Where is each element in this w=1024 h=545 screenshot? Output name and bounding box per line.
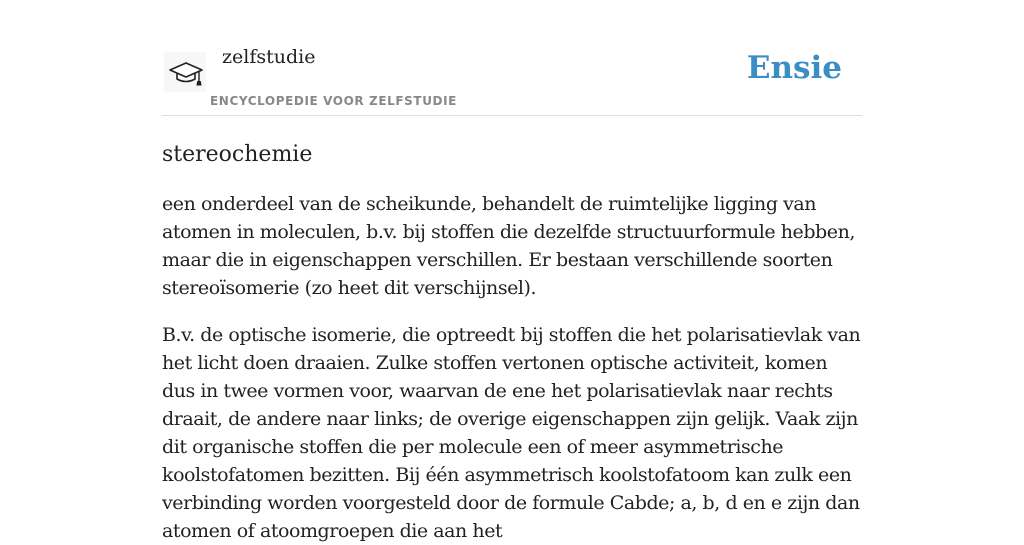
site-name-link[interactable]: zelfstudie <box>222 46 316 68</box>
site-tagline: ENCYCLOPEDIE VOOR ZELFSTUDIE <box>210 94 457 108</box>
site-header <box>162 0 862 116</box>
article-title: stereochemie <box>162 142 313 167</box>
ensie-brand-link[interactable]: Ensie <box>746 50 842 86</box>
site-logo[interactable] <box>164 52 206 92</box>
graduation-cap-icon <box>168 58 204 88</box>
article-paragraph-2: B.v. de optische isomerie, die optreedt bij stoffen die het polarisatievlak van het licht doen draaien. Zulke stoffen vertonen optische activiteit, komen dus in twee vormen voor, waarvan de ene het polarisatievlak naar rechts draait, de andere naar links; de overige eigenschappen zijn gelijk. Vaak zijn dit organische stoffen die per molecule een of meer asymmetrische koolstofatomen bezitten. Bij één asymmetrisch koolstofatoom kan zulk een verbinding worden voorgesteld door de formule Cabde; a, b, d en e zijn dan atomen of atoomgroepen die aan het <box>162 324 861 542</box>
content-container <box>162 0 862 545</box>
article-paragraph-1: een onderdeel van de scheikunde, behandelt de ruimtelijke ligging van atomen in moleculen, b.v. bij stoffen die dezelfde structuurformule hebben, maar die in eigenschappen verschillen. Er bestaan verschillende soorten stereoïsomerie (zo heet dit verschijnsel). <box>162 193 855 299</box>
